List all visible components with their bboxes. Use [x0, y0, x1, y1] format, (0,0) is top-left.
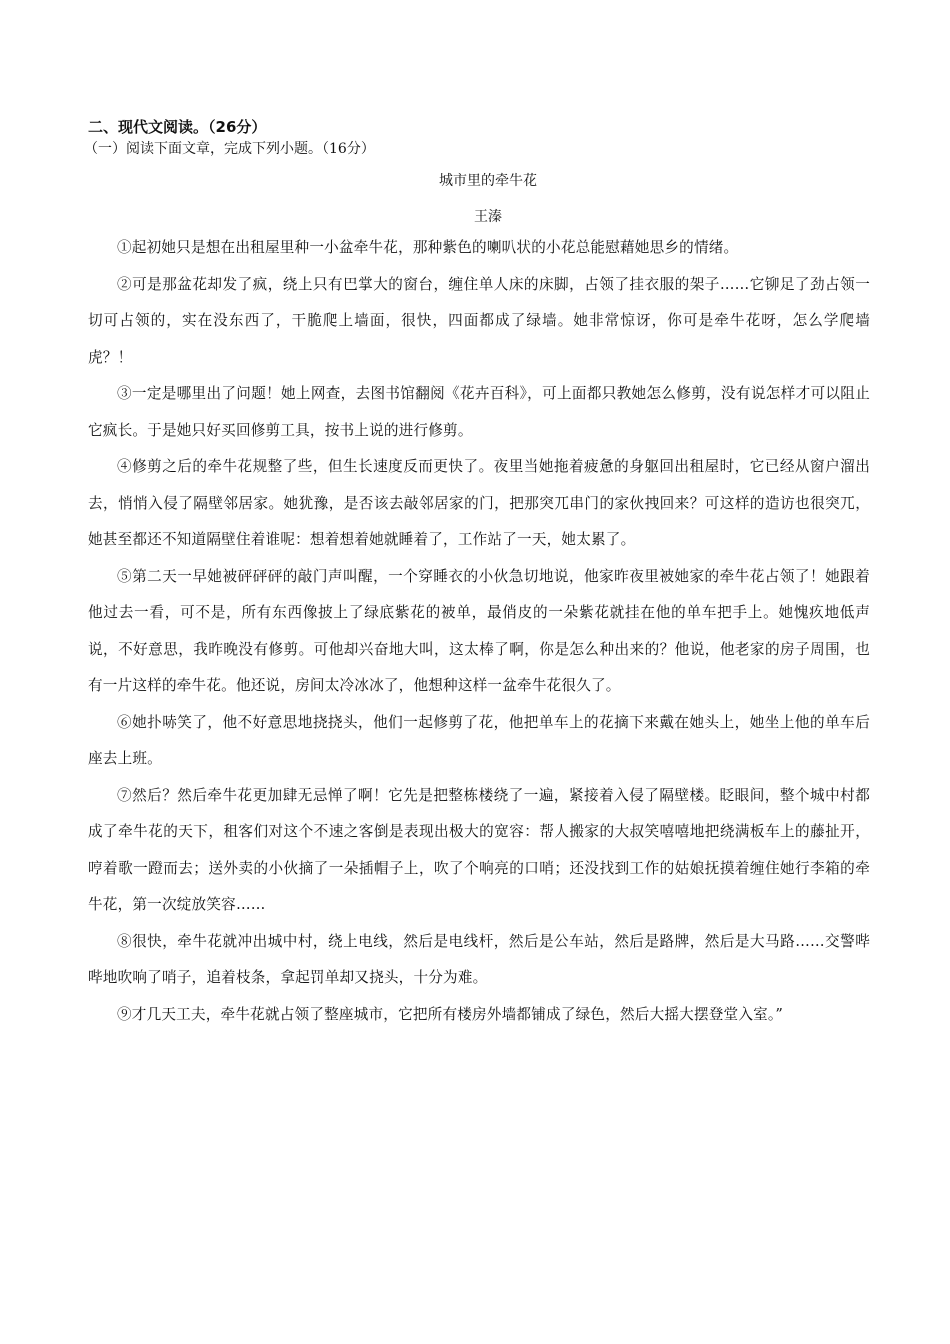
section-subtitle: （一）阅读下面文章，完成下列小题。（16分） [84, 141, 375, 157]
section-title: 二、现代文阅读。（26分） [88, 118, 267, 136]
article-title: 城市里的牵牛花 [439, 173, 537, 189]
paragraph-8: ⑧很快，牵牛花就冲出城中村，绕上电线，然后是电线杆，然后是公车站，然后是路牌，然后是大马路……交警哔哔地吹响了哨子，追着枝条，拿起罚单却又挠头，十分为难。 [88, 932, 870, 986]
paragraph-1: ①起初她只是想在出租屋里种一小盆牵牛花，那种紫色的喇叭状的小花总能慰藉她思乡的情绪。 [117, 239, 739, 256]
paragraph-4: ④修剪之后的牵牛花规整了些，但生长速度反而更快了。夜里当她拖着疲惫的身躯回出租屋时，它已经从窗户溜出去，悄悄入侵了隔壁邻居家。她犹豫，是否该去敲邻居家的门，把那突兀串门的家伙拽回来？可这样的造访也很突兀，她甚至都还不知道隔壁住着谁呢：想着想着她就睡着了，工作站了一天，她太累了。 [88, 458, 870, 548]
document-page [84, 116, 870, 1033]
paragraph-2: ②可是那盆花却发了疯，绕上只有巴掌大的窗台，缠住单人床的床脚，占领了挂衣服的架子……它铆足了劲占领一切可占领的，实在没东西了，干脆爬上墙面，很快，四面都成了绿墙。她非常惊讶，你可是牵牛花呀，怎么学爬墙虎？！ [88, 275, 870, 366]
article-author: 王溱 [474, 209, 502, 225]
paragraph-7: ⑦然后？然后牵牛花更加肆无忌惮了啊！它先是把整栋楼绕了一遍，紧接着入侵了隔壁楼。眨眼间，整个城中村都成了牵牛花的天下，租客们对这个不速之客倒是表现出极大的宽容：帮人搬家的大叔笑嘻嘻地把绕满板车上的藤扯开，哼着歌一蹬而去；送外卖的小伙摘了一朵插帽子上，吹了个响亮的口哨；还没找到工作的姑娘抚摸着缠住她行李箱的牵牛花，第一次绽放笑容…… [88, 786, 870, 913]
article-body [88, 230, 870, 1033]
paragraph-5: ⑤第二天一早她被砰砰砰的敲门声叫醒，一个穿睡衣的小伙急切地说，他家昨夜里被她家的牵牛花占领了！她跟着他过去一看，可不是，所有东西像披上了绿底紫花的被单，最俏皮的一朵紫花就挂在他的单车把手上。她愧疚地低声说，不好意思，我昨晚没有修剪。可他却兴奋地大叫，这太棒了啊，你是怎么种出来的？他说，他老家的房子周围，也有一片这样的牵牛花。他还说，房间太冷冰冰了，他想种这样一盆牵牛花很久了。 [88, 567, 870, 694]
paragraph-3: ③一定是哪里出了问题！她上网查，去图书馆翻阅《花卉百科》，可上面都只教她怎么修剪，没有说怎样才可以阻止它疯长。于是她只好买回修剪工具，按书上说的进行修剪。 [88, 385, 870, 439]
paragraph-9: ⑨才几天工夫，牵牛花就占领了整座城市，它把所有楼房外墙都铺成了绿色，然后大摇大摆登堂入室。” [117, 1005, 784, 1023]
paragraph-6: ⑥她扑哧笑了，他不好意思地挠挠头，他们一起修剪了花，他把单车上的花摘下来戴在她头上，她坐上他的单车后座去上班。 [88, 713, 870, 767]
